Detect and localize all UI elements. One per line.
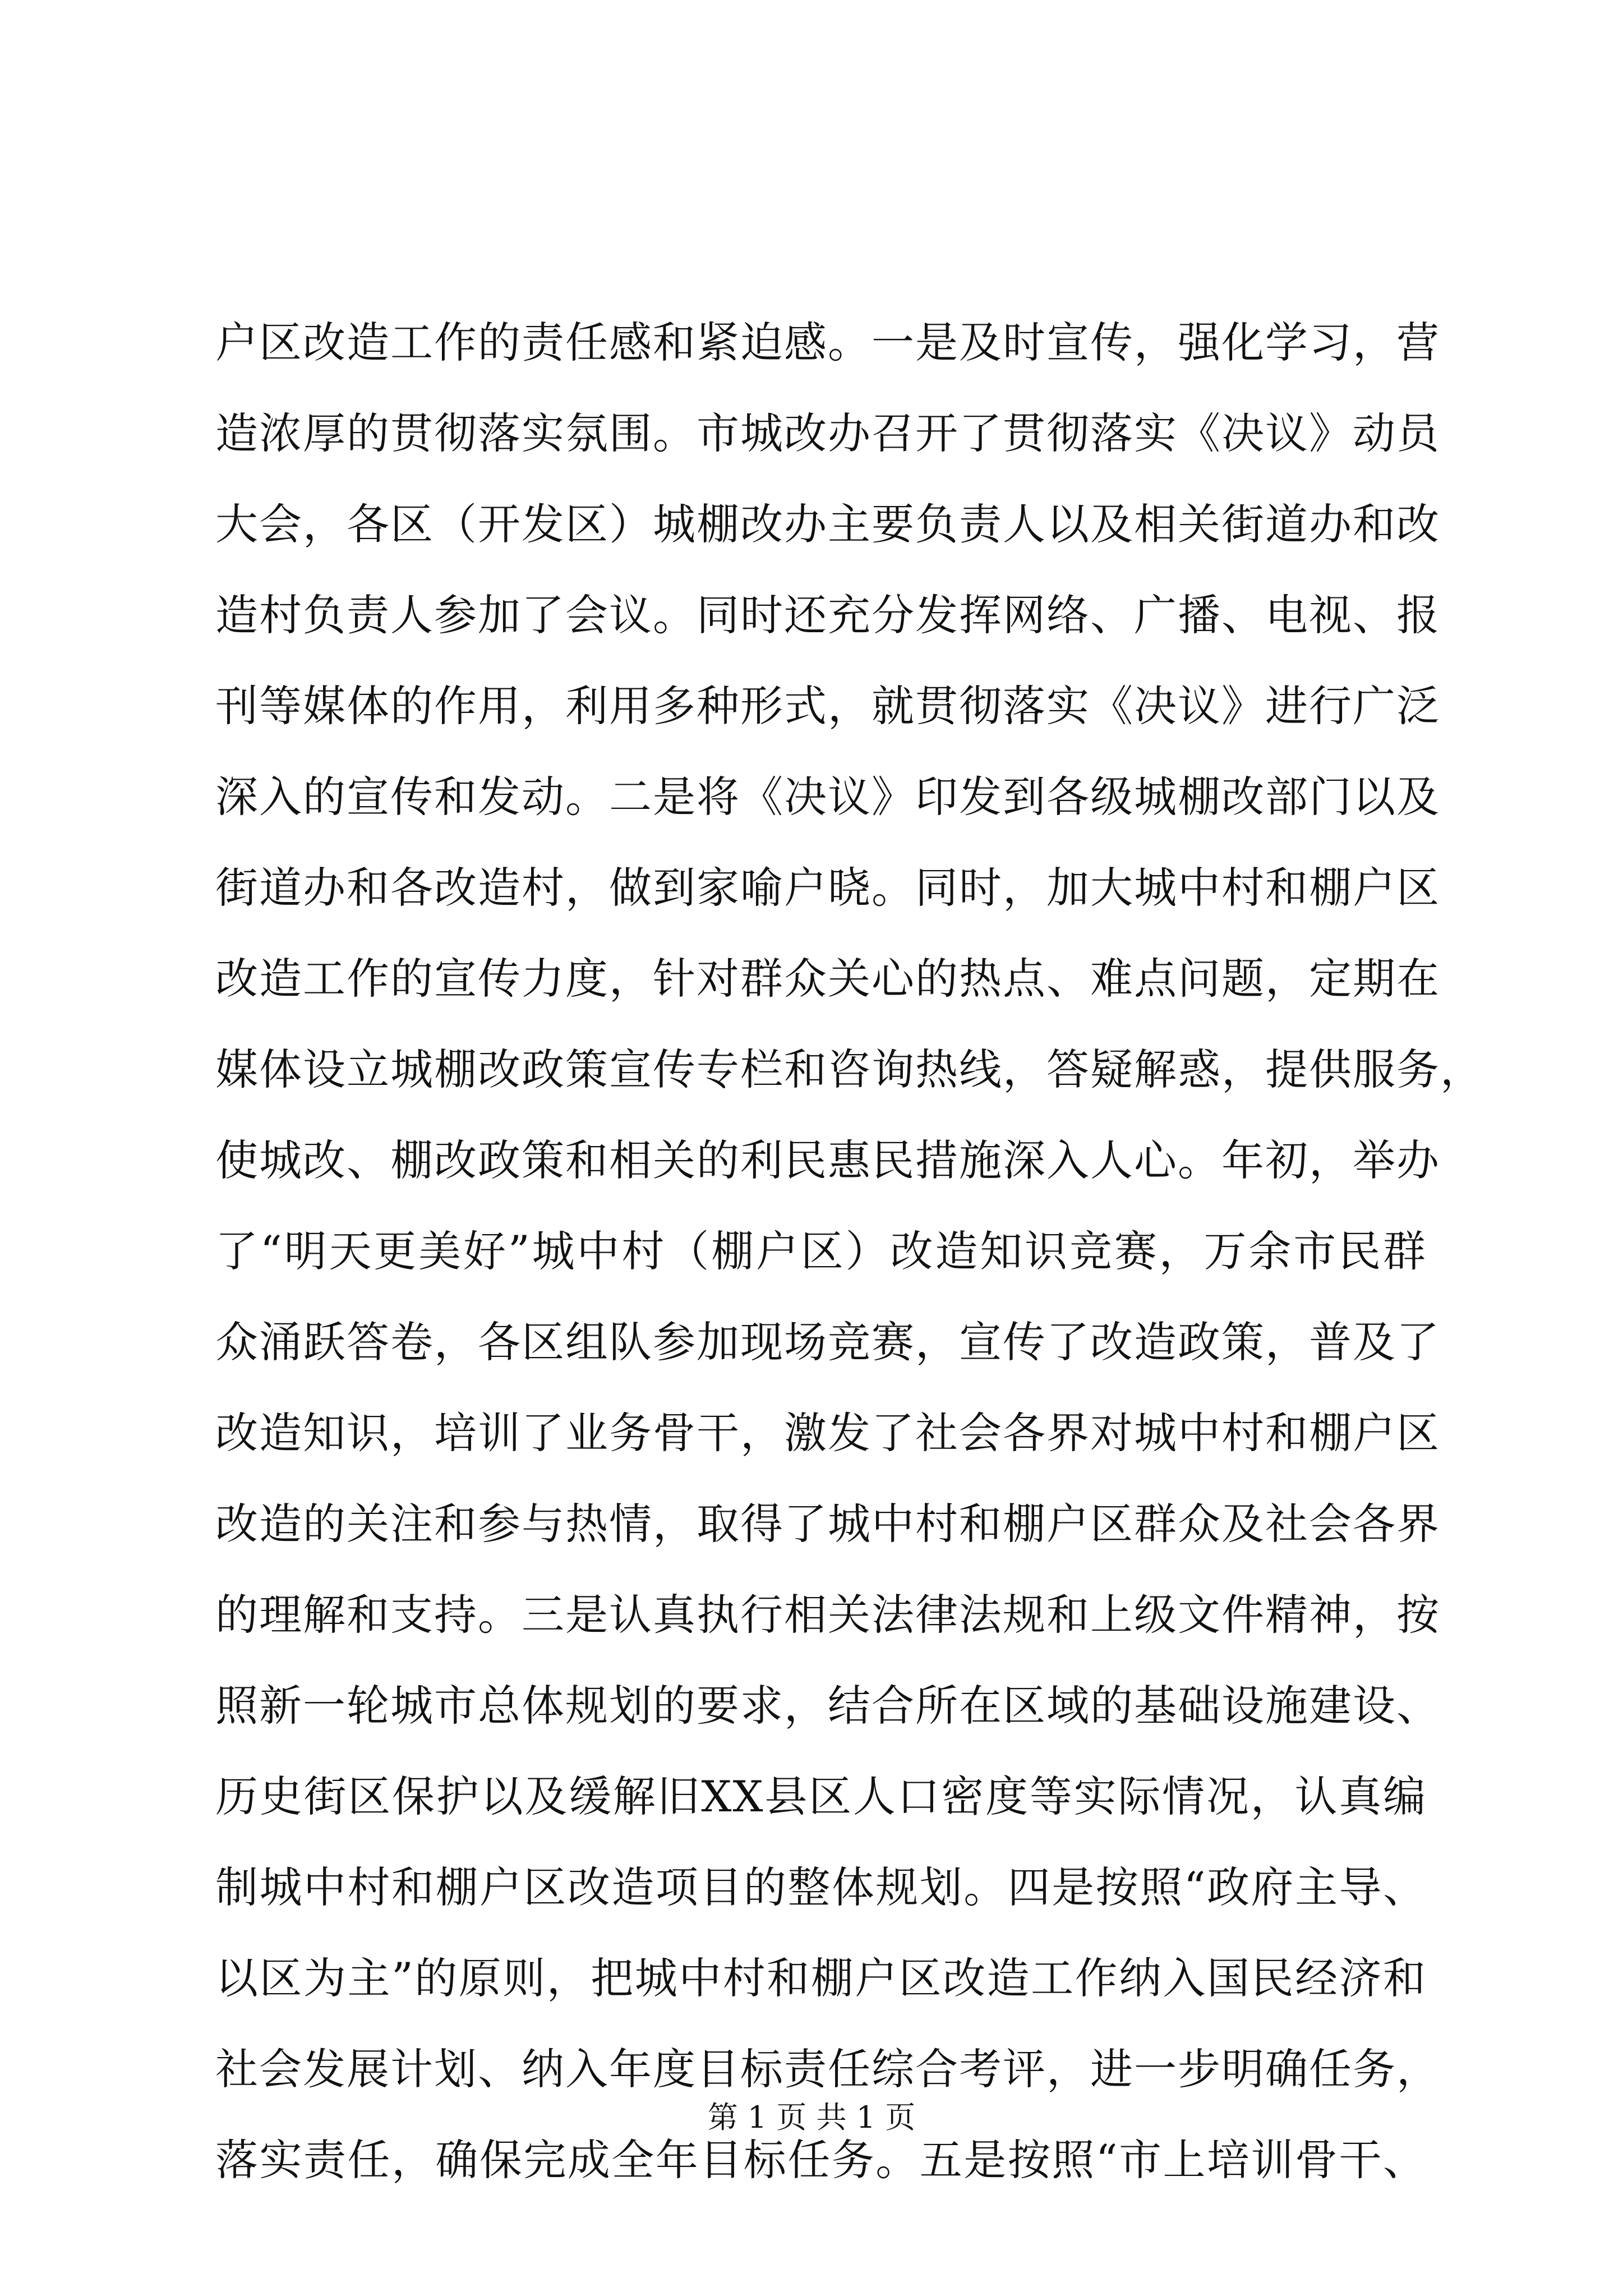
page-footer: 第 1 页 共 1 页	[707, 2100, 916, 2135]
text-line: 社会发展计划、纳入年度目标责任综合考评，进一步明确任务，	[215, 2044, 1440, 2094]
text-line: 造浓厚的贯彻落实氛围。市城改办召开了贯彻落实《决议》动员	[215, 408, 1440, 458]
text-line: 深入的宣传和发动。二是将《决议》印发到各级城棚改部门以及	[215, 772, 1440, 822]
text-line: 历史街区保护以及缓解旧XX县区人口密度等实际情况，认真编	[215, 1772, 1427, 1821]
text-line: 改造知识，培训了业务骨干，激发了社会各界对城中村和棚户区	[215, 1408, 1440, 1458]
text-line: 以区为主”的原则，把城中村和棚户区改造工作纳入国民经济和	[215, 1953, 1427, 2003]
text-line: 使城改、棚改政策和相关的利民惠民措施深入人心。年初，举办	[215, 1135, 1440, 1185]
text-line: 照新一轮城市总体规划的要求，结合所在区域的基础设施建设、	[215, 1681, 1440, 1731]
text-line: 媒体设立城棚改政策宣传专栏和咨询热线，答疑解惑，提供服务，	[215, 1045, 1484, 1094]
text-line: 落实责任，确保完成全年目标任务。五是按照“市上培训骨干、	[215, 2135, 1427, 2185]
text-line: 刊等媒体的作用，利用多种形式，就贯彻落实《决议》进行广泛	[215, 681, 1440, 731]
text-line: 了“明天更美好”城中村（棚户区）改造知识竞赛，万余市民群	[215, 1226, 1427, 1276]
text-line: 户区改造工作的责任感和紧迫感。一是及时宣传，强化学习，营	[215, 318, 1440, 367]
body-text	[215, 297, 1484, 2206]
text-line: 改造工作的宣传力度，针对群众关心的热点、难点问题，定期在	[215, 954, 1440, 1004]
text-line: 改造的关注和参与热情，取得了城中村和棚户区群众及社会各界	[215, 1499, 1440, 1549]
text-line: 街道办和各改造村，做到家喻户晓。同时，加大城中村和棚户区	[215, 863, 1440, 913]
text-line: 的理解和支持。三是认真执行相关法律法规和上级文件精神，按	[215, 1590, 1440, 1640]
text-line: 大会，各区（开发区）城棚改办主要负责人以及相关街道办和改	[215, 499, 1440, 549]
text-line: 制城中村和棚户区改造项目的整体规划。四是按照“政府主导、	[215, 1862, 1427, 1912]
text-line: 造村负责人参加了会议。同时还充分发挥网络、广播、电视、报	[215, 590, 1440, 640]
text-line: 众涌跃答卷，各区组队参加现场竞赛，宣传了改造政策，普及了	[215, 1317, 1440, 1367]
